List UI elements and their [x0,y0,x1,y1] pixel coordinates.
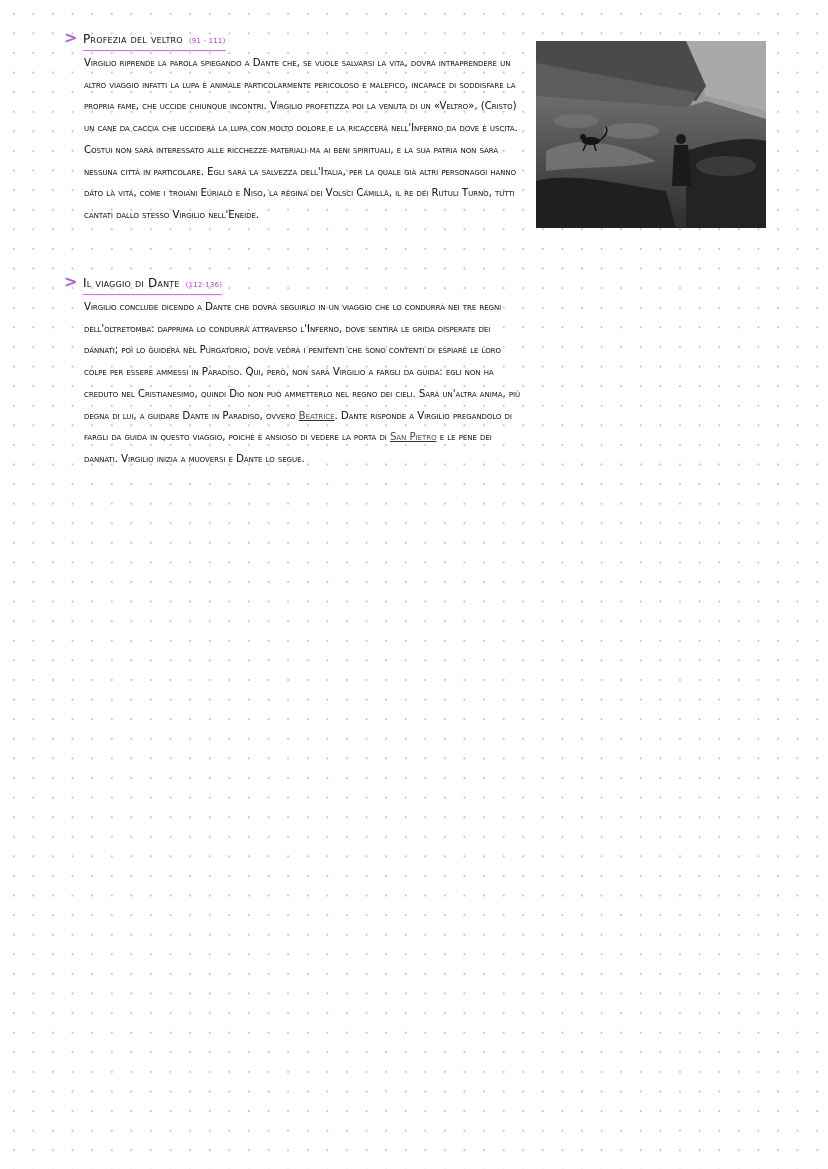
section-title: Il viaggio di Dante (112-136) [83,275,222,295]
section-body: Virgilio riprende la parola spiegando a Dante che, se vuole salvarsi la vita, dovrà intraprendere un altro viaggio infatti la lupa è animale particolarmente pericoloso e malefico, incapace di soddisfare la propria fame, che uccide chiunque incontri. Virgilio profetizza poi la venuta di un «Veltro», (Cristo) un cane da caccia che ucciderà la lupa con molto dolore e la ricaccerà nell'Inferno da dove è uscita. Costui non sarà interessato alle ricchezze materiali ma ai beni spirituali, e la sua patria non sarà nessuna città in particolare. Egli sarà la salvezza dell'Italia, per la quale già altri personaggi hanno dato la vita, come i troiani Eurialo e Niso, la regina dei Volsci Camilla, il re dei Rutuli Turno, tutti cantati dallo stesso Virgilio nell'Eneide. [84,58,518,221]
body-text: e le pene dei dannati. Virgilio inizia a muoversi e Dante lo segue. [84,432,492,465]
section-profezia-del-veltro [64,30,524,227]
section-il-viaggio-di-dante [64,274,524,471]
body-text: Virgilio conclude dicendo a Dante che dovrà seguirlo in un viaggio che lo condurrà nei tre regni dell'oltretomba: dapprima lo condurrà attraverso l'Inferno, dove sentirà le grida disperate dei dannati; poi lo guiderà nel Purgatorio, dove vedrà i penitenti che sono contenti di espiare le loro colpe per essere ammessi in Paradiso. Qui, però, non sarà Virgilio a fargli da guida: egli non ha creduto nel Cristianesimo, quindi Dio non può ammetterlo nel regno dei cieli. Sarà un'altra anima, più degna di lui, a guidare Dante in Paradiso, ovvero [84,302,521,422]
verse-range: (91 - 111) [188,37,226,45]
section-heading [64,274,524,295]
section-body [84,297,524,471]
chevron-right-icon: > [64,28,78,47]
san-pietro-name: San Pietro [390,432,437,444]
dore-illustration [536,41,766,228]
chevron-right-icon: > [64,272,78,291]
body-text: . Dante risponde a Virgilio pregandolo di fargli da guida in questo viaggio, poiché è ansioso di vedere la porta di [84,410,512,444]
verse-range: (112-136) [185,281,223,289]
section-heading [64,30,524,51]
beatrice-name: Beatrice [298,410,335,422]
section-title: Profezia del veltro (91 - 111) [83,31,226,51]
